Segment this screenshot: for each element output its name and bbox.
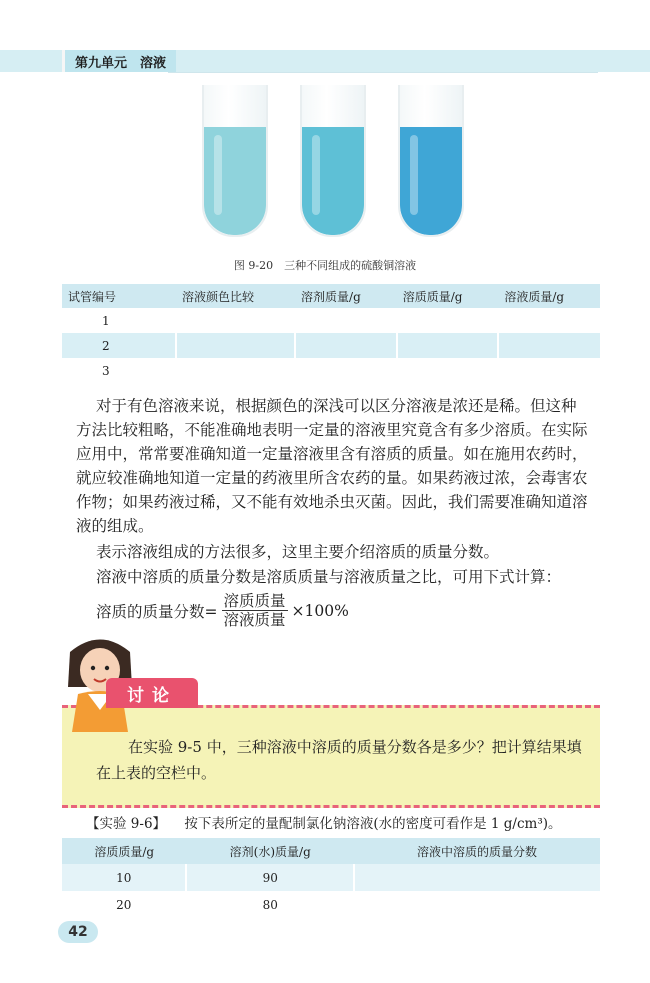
formula-fraction bbox=[222, 592, 288, 629]
solute-mass: 10 bbox=[62, 864, 186, 891]
solute-mass: 20 bbox=[116, 897, 132, 912]
tube-number: 1 bbox=[102, 313, 110, 328]
unit-title: 第九单元 溶液 bbox=[62, 50, 176, 72]
solution-3 bbox=[400, 127, 462, 235]
text-line: 作物；如果药液过稀，又不能有效地杀虫灭菌。因此，我们需要准确知道溶 bbox=[76, 493, 588, 511]
table1-header: 溶液质量/g bbox=[498, 284, 600, 308]
solution-2 bbox=[302, 127, 364, 235]
text-line: 对于有色溶液来说，根据颜色的深浅可以区分溶液是浓还是稀。但这种 bbox=[96, 397, 577, 415]
discussion-text: 在实验 9-5 中，三种溶液中溶质的质量分数各是多少？把计算结果填在上表的空栏中。 bbox=[96, 738, 582, 782]
tube-number: 2 bbox=[62, 333, 176, 358]
experiment-instruction bbox=[86, 812, 626, 832]
test-tubes-figure bbox=[180, 85, 480, 240]
paragraph-2: 表示溶液组成的方法很多，这里主要介绍溶质的质量分数。 bbox=[96, 543, 500, 561]
formula-rhs: ×100% bbox=[291, 601, 349, 620]
test-tube-2 bbox=[300, 85, 366, 237]
table-row bbox=[62, 358, 600, 383]
mass-fraction-cell bbox=[354, 891, 600, 918]
nacl-preparation-table bbox=[62, 838, 600, 918]
solvent-mass: 90 bbox=[186, 864, 354, 891]
text-line: 应用中，常常要准确知道一定量溶液里含有溶质的质量。如在施用农药时， bbox=[76, 445, 588, 463]
mass-fraction-formula bbox=[96, 592, 349, 629]
experiment-label: 【实验 9-6】 bbox=[86, 816, 167, 832]
mass-fraction-cell bbox=[354, 864, 600, 891]
formula-denominator: 溶液质量 bbox=[223, 611, 286, 629]
table-row bbox=[62, 864, 600, 891]
test-tube-1 bbox=[202, 85, 268, 237]
text-line: 液的组成。 bbox=[76, 517, 154, 535]
header-rule bbox=[168, 72, 598, 73]
table2-header: 溶液中溶质的质量分数 bbox=[354, 838, 600, 864]
figure-caption: 图 9-20 三种不同组成的硫酸铜溶液 bbox=[233, 259, 417, 272]
table1-header: 试管编号 bbox=[62, 284, 176, 308]
discussion-title: 讨论 bbox=[106, 678, 198, 708]
table1-header: 溶剂质量/g bbox=[295, 284, 397, 308]
page-number: 42 bbox=[58, 921, 98, 943]
solvent-mass: 80 bbox=[186, 891, 354, 918]
test-tube-3 bbox=[398, 85, 464, 237]
text-line: 就应较准确地知道一定量的药液里所含农药的量。如果药液过浓，会毒害农 bbox=[76, 469, 588, 487]
paragraph-1 bbox=[76, 394, 616, 538]
table-row bbox=[62, 891, 600, 918]
table2-header: 溶质质量/g bbox=[62, 838, 186, 864]
table-row bbox=[62, 308, 600, 333]
table2-header: 溶剂(水)质量/g bbox=[186, 838, 354, 864]
text-line: 方法比较粗略，不能准确地表明一定量的溶液里究竟含有多少溶质。在实际 bbox=[76, 421, 588, 439]
table-row bbox=[62, 333, 600, 358]
paragraph-3: 溶液中溶质的质量分数是溶质质量与溶液质量之比，可用下式计算： bbox=[96, 568, 562, 586]
tube-number: 3 bbox=[102, 363, 110, 378]
solution-1 bbox=[204, 127, 266, 235]
formula-numerator: 溶质质量 bbox=[223, 592, 286, 610]
color-comparison-table bbox=[62, 284, 600, 383]
experiment-text: 按下表所定的量配制氯化钠溶液(水的密度可看作是 1 g/cm³)。 bbox=[184, 816, 562, 832]
table1-header: 溶液颜色比较 bbox=[176, 284, 295, 308]
table1-header: 溶质质量/g bbox=[397, 284, 499, 308]
formula-lhs: 溶质的质量分数= bbox=[96, 602, 218, 621]
